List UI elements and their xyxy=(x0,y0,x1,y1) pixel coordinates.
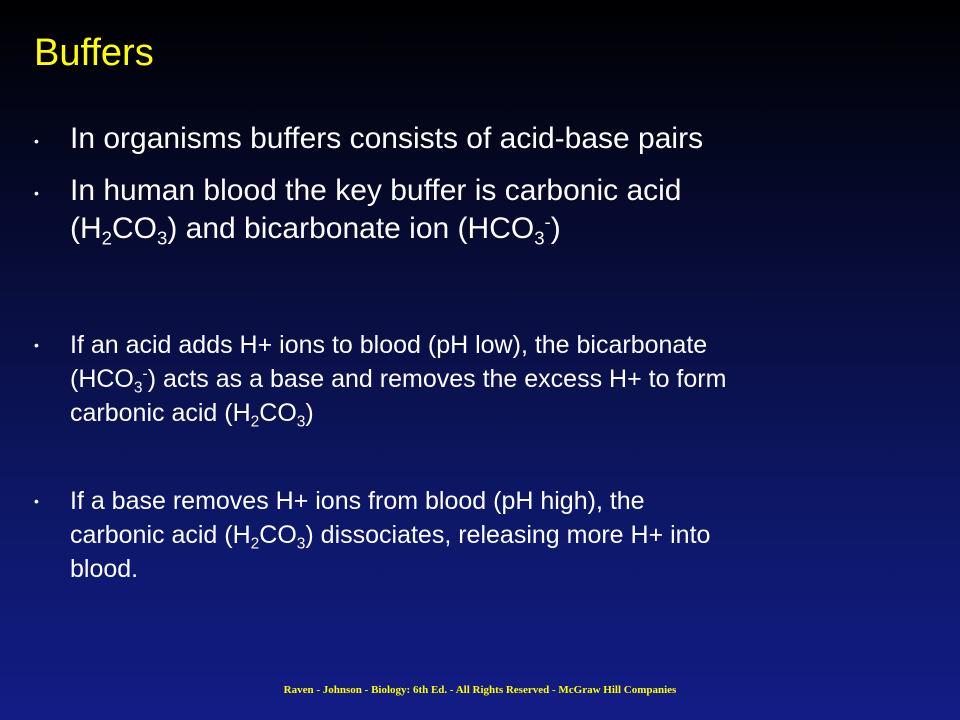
copyright-footer: Raven - Johnson - Biology: 6th Ed. - All Rights Reserved - McGraw Hill Companies xyxy=(283,684,677,696)
bullet-icon: • xyxy=(34,133,39,149)
bullet-icon: • xyxy=(34,337,39,353)
bullet-text: If a base removes H+ ions from blood (pH high), the carbonic acid $(H_2CO_3)$ dissociates, releasing more H+ into blood. xyxy=(70,487,711,583)
bullet-item xyxy=(30,328,930,430)
bullet-text: In organisms buffers consists of acid-base pairs xyxy=(70,122,704,155)
bullet-item xyxy=(30,120,930,158)
bullet-list xyxy=(30,120,930,586)
bullet-item xyxy=(30,484,930,586)
bullet-text: If an acid adds H+ ions to blood (pH low), the bicarbonate $(HCO_3^-)$ acts as a base and removes the excess H+ to form carbonic acid $(H_2CO_3)$ xyxy=(70,331,727,431)
bullet-item xyxy=(30,172,930,248)
bullet-icon: • xyxy=(34,185,39,201)
bullet-icon: • xyxy=(34,493,39,509)
bullet-text: In human blood the key buffer is carbonic acid $(H_2CO_3)$ and bicarbonate ion $(HCO_3^-)$ xyxy=(70,174,682,249)
slide-title: Buffers xyxy=(34,32,154,74)
